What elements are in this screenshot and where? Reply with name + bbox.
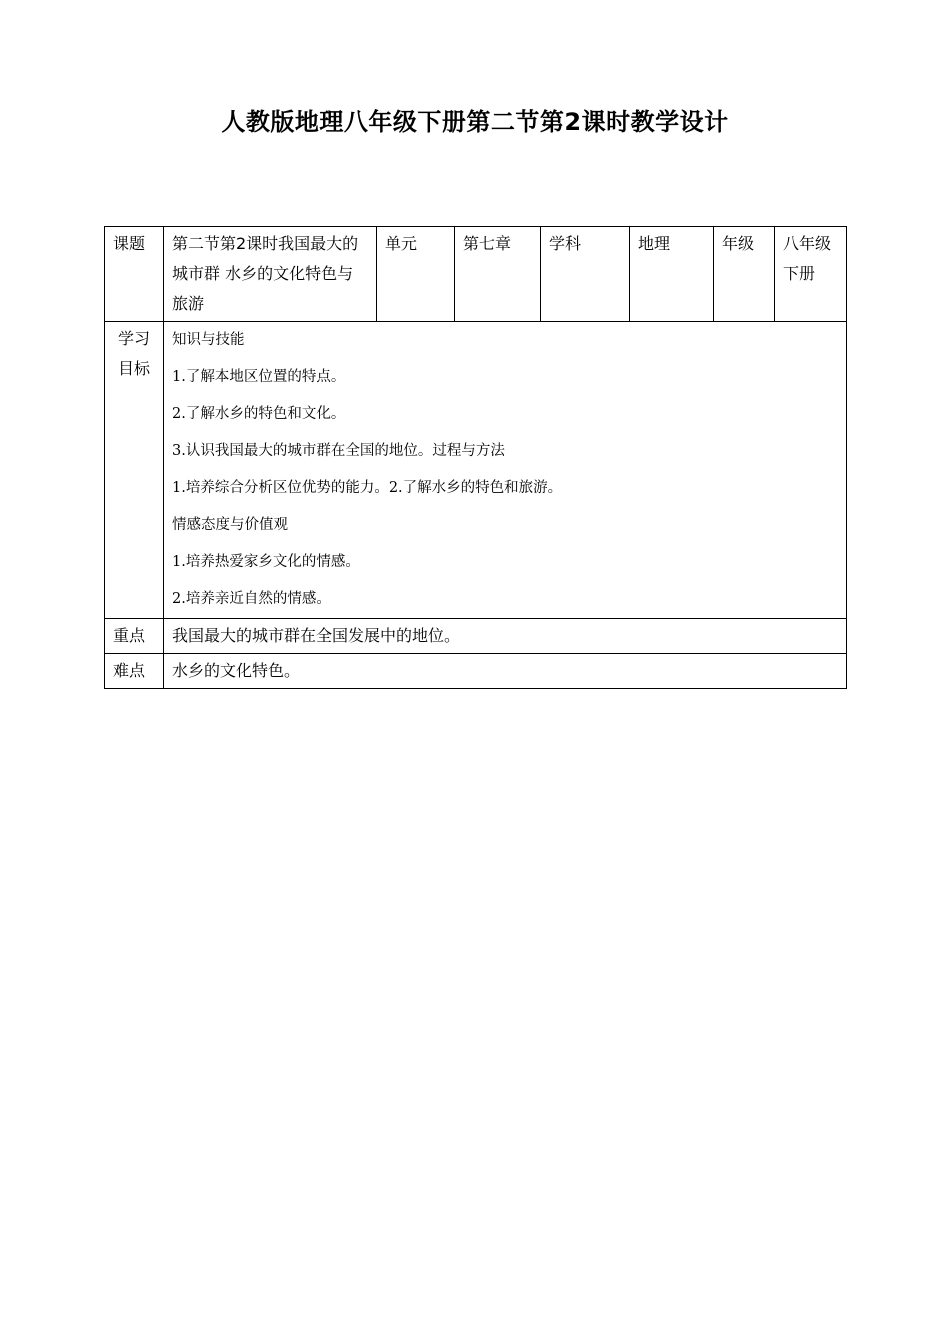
objectives-content [164,322,847,619]
objectives-row [105,322,847,619]
topic-value: 第二节第2课时我国最大的城市群 水乡的文化特色与旅游 [164,227,377,322]
grade-label: 年级 [714,227,775,322]
objective-line: 知识与技能 [172,332,245,348]
header-row [105,227,847,322]
page-title: 人教版地理八年级下册第二节第2课时教学设计 [221,108,729,136]
grade-value: 八年级下册 [775,227,847,322]
objectives-label [105,322,164,619]
objective-line: 2.培养亲近自然的情感。 [172,591,331,607]
objective-line: 1.培养热爱家乡文化的情感。 [172,554,360,570]
subject-value: 地理 [630,227,714,322]
unit-value: 第七章 [455,227,541,322]
key-point-label: 重点 [105,619,164,654]
difficulty-label: 难点 [105,654,164,689]
objective-line: 情感态度与价值观 [172,517,288,533]
unit-label: 单元 [377,227,455,322]
objectives-label-line1: 学习 [117,329,150,348]
objective-line: 1.了解本地区位置的特点。 [172,369,346,385]
key-point-row [105,619,847,654]
objective-line: 3.认识我国最大的城市群在全国的地位。过程与方法 [172,443,505,459]
subject-label: 学科 [541,227,630,322]
topic-label: 课题 [105,227,164,322]
difficulty-value: 水乡的文化特色。 [164,654,847,689]
key-point-value: 我国最大的城市群在全国发展中的地位。 [164,619,847,654]
objective-line: 1.培养综合分析区位优势的能力。2.了解水乡的特色和旅游。 [172,480,563,496]
lesson-plan-table [104,226,847,689]
objectives-label-line2: 目标 [117,359,150,378]
difficulty-row [105,654,847,689]
objective-line: 2.了解水乡的特色和文化。 [172,406,346,422]
